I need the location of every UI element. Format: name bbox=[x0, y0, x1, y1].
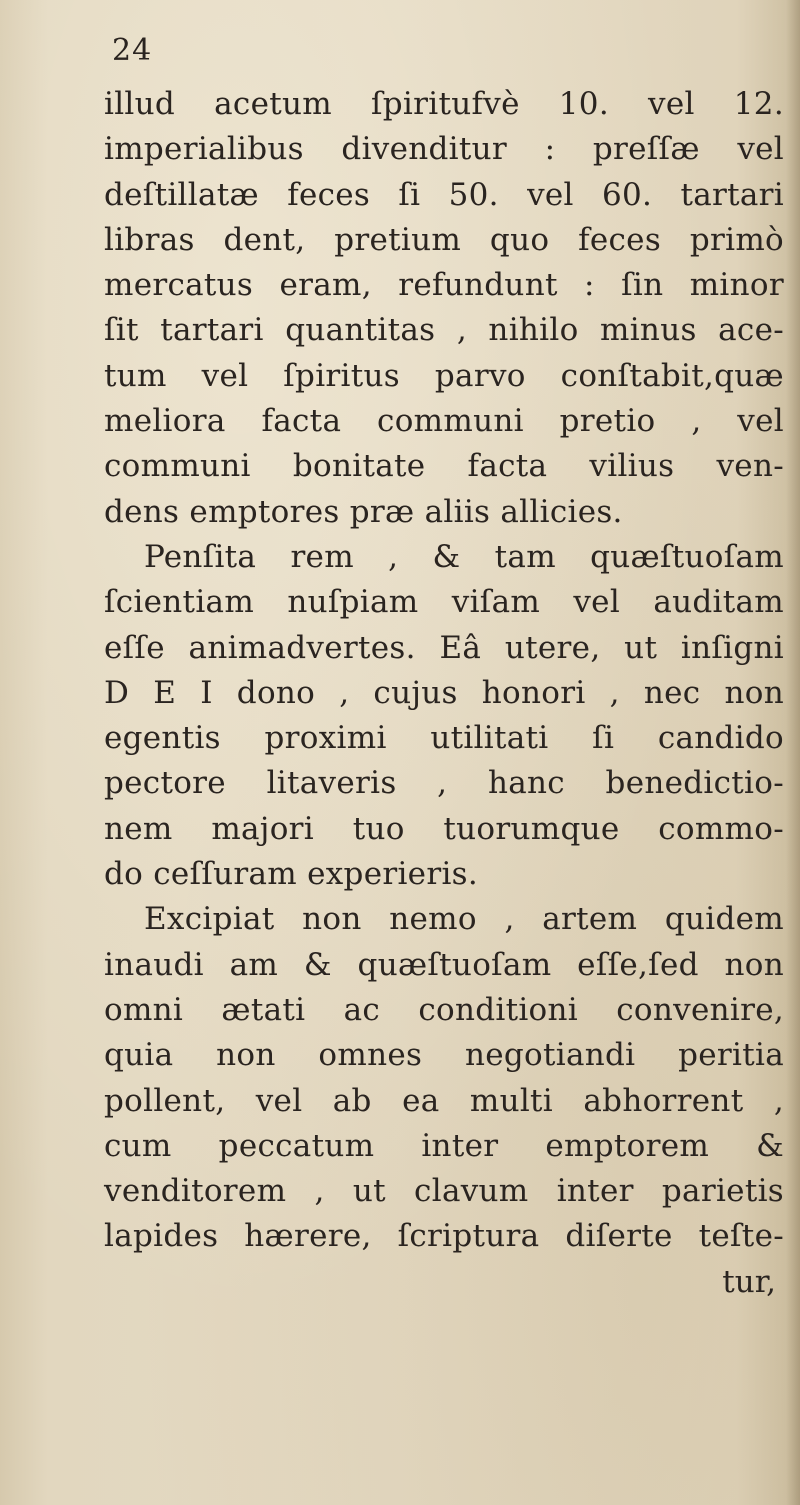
text-line: eſſe animadvertes. Eâ utere, ut inſigni bbox=[104, 629, 784, 666]
body-text bbox=[104, 82, 784, 1305]
paragraph-start-line: Excipiat non nemo , artem quidem bbox=[144, 901, 784, 938]
text-line: deſtillatæ feces ſi 50. vel 60. tartari bbox=[104, 176, 784, 213]
text-line: nem majori tuo tuorumque commo- bbox=[104, 810, 784, 847]
paragraph-start-line: Penſita rem , & tam quæſtuoſam bbox=[144, 538, 784, 575]
text-line: quia non omnes negotiandi peritia bbox=[104, 1037, 784, 1074]
text-line: imperialibus divenditur : preſſæ vel bbox=[104, 131, 784, 168]
page-number: 24 bbox=[112, 33, 153, 68]
text-line: inaudi am & quæſtuoſam eſſe,ſed non bbox=[104, 946, 784, 983]
text-line: lapides hærere, ſcriptura diſerte teſte- bbox=[104, 1218, 784, 1255]
text-line: ſcientiam nuſpiam viſam vel auditam bbox=[104, 584, 784, 621]
text-line: communi bonitate facta vilius ven- bbox=[104, 448, 784, 485]
text-line: ſit tartari quantitas , nihilo minus ace- bbox=[104, 312, 784, 349]
text-line: libras dent, pretium quo feces primò bbox=[104, 221, 784, 258]
text-line: meliora facta communi pretio , vel bbox=[104, 403, 784, 440]
text-line: pectore litaveris , hanc benedictio- bbox=[104, 765, 784, 802]
paragraph-end-line: do ceſſuram experieris. bbox=[104, 856, 479, 893]
text-line: venditorem , ut clavum inter parietis bbox=[104, 1173, 784, 1210]
text-line: pollent, vel ab ea multi abhorrent , bbox=[104, 1082, 784, 1119]
text-line: D E I dono , cujus honori , nec non bbox=[104, 674, 784, 711]
text-line: cum peccatum inter emptorem & bbox=[104, 1127, 784, 1164]
text-line: tum vel ſpiritus parvo conſtabit,quæ bbox=[104, 357, 784, 394]
catchword: tur, bbox=[722, 1263, 776, 1300]
paragraph-end-line: dens emptores præ aliis allicies. bbox=[104, 493, 623, 530]
text-line: omni ætati ac conditioni convenire, bbox=[104, 991, 784, 1028]
text-line: mercatus eram, refundunt : ſin minor bbox=[104, 267, 784, 304]
page-edge-shadow bbox=[786, 0, 800, 1505]
text-line: illud acetum ſpiritufvè 10. vel 12. bbox=[104, 86, 784, 122]
text-line: egentis proximi utilitati ſi candido bbox=[104, 720, 784, 757]
